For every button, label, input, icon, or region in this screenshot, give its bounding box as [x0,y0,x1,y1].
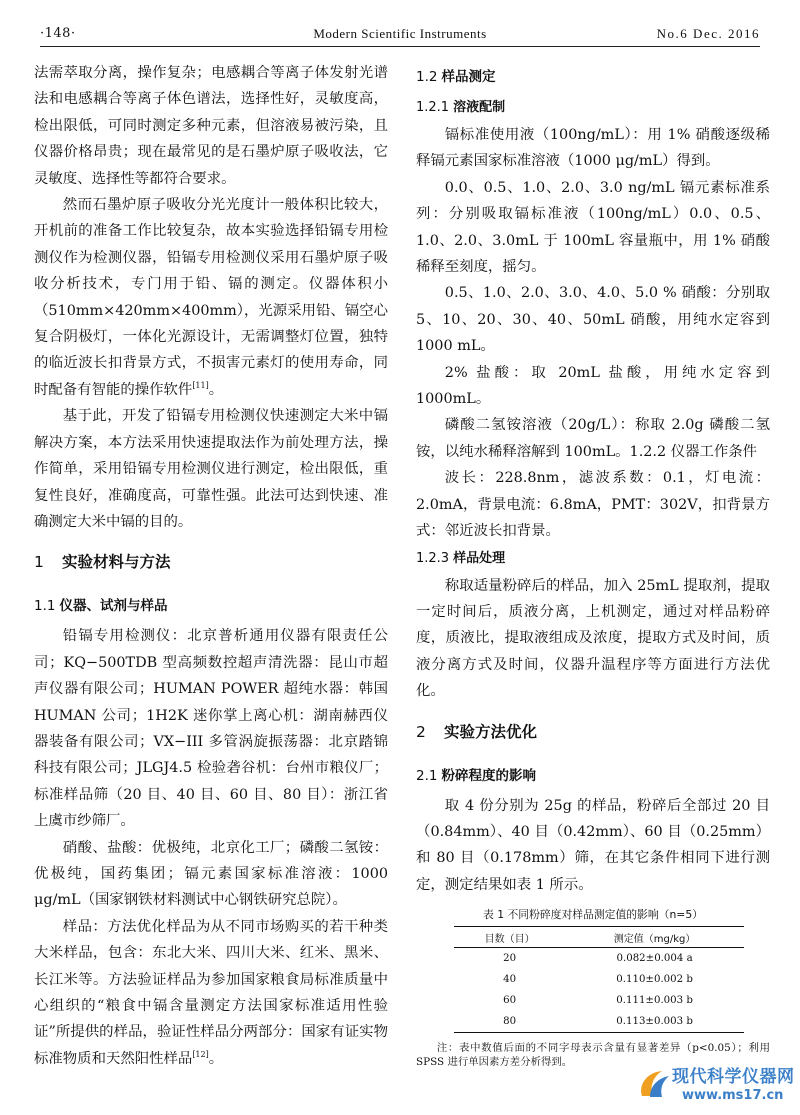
header-rule [40,46,760,47]
citation: [12] [192,1050,209,1060]
site-watermark [636,1060,796,1112]
table-cell: 0.113±0.003 b [565,1011,744,1033]
left-column [34,60,388,1072]
table-cell: 40 [503,974,517,986]
paragraph: 0.5、1.0、2.0、3.0、4.0、5.0 % 硝酸：分别取 5、10、20、30、40、50mL 硝酸，用纯水定容到 1000 mL。 [416,285,770,355]
paragraph: 波长：228.8nm，滤波系数：0.1，灯电流：2.0mA，背景电流：6.8mA，PMT：302V，扣背景方式：邻近波长扣背景。 [416,470,770,540]
table-caption: 表 1 不同粉碎度对样品测定值的影响（n=5） [482,908,704,922]
paragraph: 法需萃取分离，操作复杂；电感耦合等离子体发射光谱法和电感耦合等离子体色谱法，选择性好，灵敏度高，检出限低，可同时测定多种元素，但溶液易被污染，且仪器价格昂贵；现在最常见的是石墨炉原子吸收法，它灵敏度、选择性等都符合要求。 [34,65,388,187]
subsection-heading: 1.1 仪器、试剂与样品 [34,598,168,615]
paragraph: 镉标准使用液（100ng/mL）：用 1% 硝酸逐级稀释镉元素国家标准溶液（1000 μg/mL）得到。 [416,127,770,170]
data-table [454,926,744,1033]
watermark-logo-icon [636,1066,672,1102]
right-column [416,60,770,1069]
citation: [11] [192,381,209,391]
table-cell: 0.110±0.002 b [616,974,693,986]
table-cell: 60 [503,995,517,1007]
issue-info: No.6 Dec. 2016 [656,26,760,41]
watermark-title: 现代科学仪器网 [672,1067,795,1087]
paragraph: 基于此，开发了铅镉专用检测仪快速测定大米中镉解决方案，本方法采用快速提取法作为前处理方法，操作简单，采用铅镉专用检测仪进行测定，检出限低，重复性良好，准确度高，可靠性强。此法可达到快速、准确测定大米中镉的目的。 [34,408,388,530]
running-header [40,18,760,44]
page-number: ·148· [40,26,76,41]
paragraph: 铅镉专用检测仪：北京普析通用仪器有限责任公司；KQ−500TDB 型高频数控超声清洗器：昆山市超声仪器有限公司；HUMAN POWER 超纯水器：韩国 HUMAN 公司；1H2K 迷你掌上离心机：湖南赫西仪器装备有限公司；VX−III 多管涡旋振荡器：北京踏锦科技有限公司；JLGJ4.5 检验砻谷机：台州市粮仪厂；标准样品筛（20 目、40 目、60 目、80 目）：浙江省上虞市纱筛厂。 [34,628,388,830]
paragraph: 取 4 份分别为 25g 的样品，粉碎后全部过 20 目（0.84mm）、40 目（0.42mm）、60 目（0.25mm）和 80 目（0.178mm）筛，在其它条件相同下进行测定，测定结果如表 1 所示。 [416,797,770,893]
table-header-row [454,927,744,948]
subsection-heading: 1.2 样品测定 [416,69,496,85]
table-row [454,1011,744,1033]
paragraph: 2% 盐酸：取 20mL 盐酸，用纯水定容到 1000mL。 [416,364,770,408]
table-row [454,990,744,1011]
table-cell: 0.111±0.003 b [616,995,693,1007]
column-header: 测定值（mg/kg） [565,927,744,948]
paragraph: 然而石墨炉原子吸收分光光度计一般体积比较大，开机前的准备工作比较复杂，故本实验选择铅镉专用检测仪作为检测仪器，铅镉专用检测仪采用石墨炉原子吸收分析技术，专门用于铅、镉的测定。仪器体积小（510mm×420mm×400mm），光源采用铅、镉空心复合阴极灯，一体化光源设计，无需调整灯位置，独特的临近波长扣背景方式，不损害元素灯的使用寿命，同时配备有智能的操作软件[11]。 [34,197,388,398]
table-row [454,969,744,990]
paragraph: 0.0、0.5、1.0、2.0、3.0 ng/mL 镉元素标准系列：分别吸取镉标准液（100ng/mL）0.0、0.5、1.0、2.0、3.0mL 于 100mL 容量瓶中，用 1% 硝酸稀释至刻度，摇匀。 [416,179,770,276]
section-heading: 1 实验材料与方法 [34,553,171,572]
paragraph: 称取适量粉碎后的样品，加入 25mL 提取剂，提取一定时间后，质液分离，上机测定，通过对样品粉碎度，质液比，提取液组成及浓度，提取方式及时间，质液分离方式及时间，仪器升温程序等方面进行方法优化。 [416,577,770,700]
table-note: 注：表中数值后面的不同字母表示含量有显著差异（p<0.05）；利用 SPSS 进行单因素方差分析得到。 [416,1042,770,1069]
watermark-url: www.ms17.cn [682,1088,784,1103]
paragraph: 硝酸、盐酸：优极纯，北京化工厂；磷酸二氢铵：优极纯，国药集团；镉元素国家标准溶液：1000 μg/mL（国家钢铁材料测试中心钢铁研究总院）。 [34,839,388,909]
paragraph: 磷酸二氢铵溶液（20g/L）：称取 2.0g 磷酸二氢铵，以纯水稀释溶解到 100mL。1.2.2 仪器工作条件 [416,417,770,460]
section-heading: 2 实验方法优化 [416,722,538,741]
table-row [454,948,744,970]
table-cell: 0.082±0.004 a [616,953,693,965]
paragraph: 样品：方法优化样品为从不同市场购买的若干种类大米样品，包含：东北大米、四川大米、红米、黑米、长江米等。方法验证样品为参加国家粮食局标准质量中心组织的“粮食中镉含量测定方法国家标准适用性验证”所提供的样品，验证性样品分两部分：国家有证实物标准物质和天然阳性样品[12]。 [34,918,388,1067]
table-cell: 20 [503,953,517,965]
subsection-heading: 2.1 粉碎程度的影响 [416,767,536,784]
subsubsection-heading: 1.2.1 溶液配制 [416,100,506,115]
column-header: 目数（目） [454,927,565,948]
table-cell: 80 [454,1011,565,1033]
subsubsection-heading: 1.2.3 样品处理 [416,550,506,566]
journal-title: Modern Scientific Instruments [313,26,487,41]
